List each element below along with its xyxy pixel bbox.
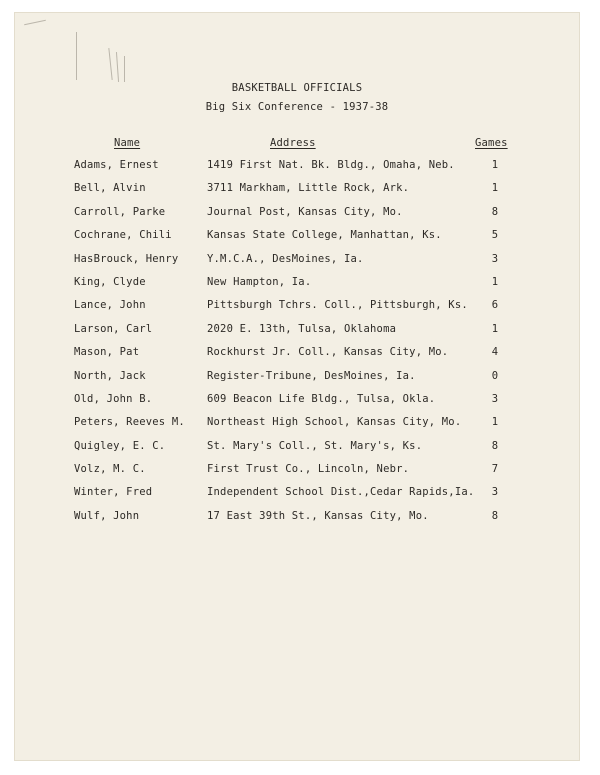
official-name: North, Jack (74, 369, 146, 382)
list-item (14, 440, 580, 463)
list-item (14, 346, 580, 369)
list-item (14, 159, 580, 182)
games-count: 1 (491, 159, 499, 171)
official-name: Volz, M. C. (74, 463, 146, 476)
official-name: HasBrouck, Henry (74, 252, 179, 265)
games-count: 3 (491, 252, 499, 265)
games-count: 6 (491, 299, 499, 312)
column-header-games: Games (475, 137, 508, 149)
list-item (14, 463, 580, 486)
column-header-name: Name (114, 137, 141, 149)
official-address: St. Mary's Coll., St. Mary's, Ks. (207, 439, 423, 452)
official-name: Mason, Pat (74, 346, 140, 359)
pencil-mark (116, 52, 119, 82)
list-item (14, 206, 580, 229)
pencil-mark (76, 32, 77, 80)
pencil-mark (124, 56, 125, 82)
official-name: Wulf, John (74, 509, 140, 522)
official-address: Journal Post, Kansas City, Mo. (207, 205, 403, 218)
list-item (14, 299, 580, 322)
list-item (14, 182, 580, 205)
official-name: Adams, Ernest (74, 159, 159, 171)
list-item (14, 253, 580, 276)
games-count: 8 (491, 509, 499, 522)
games-count: 5 (491, 229, 499, 242)
official-address: Kansas State College, Manhattan, Ks. (207, 229, 442, 242)
list-item (14, 370, 580, 393)
list-item (14, 229, 580, 252)
official-address: 1419 First Nat. Bk. Bldg., Omaha, Neb. (207, 159, 455, 171)
document-subtitle: Big Six Conference - 1937-38 (205, 101, 389, 113)
official-address: First Trust Co., Lincoln, Nebr. (207, 463, 410, 476)
officials-list (14, 159, 580, 533)
games-count: 1 (491, 322, 499, 335)
list-item (14, 510, 580, 533)
official-name: Peters, Reeves M. (74, 416, 185, 429)
games-count: 0 (491, 369, 499, 382)
games-count: 1 (491, 182, 499, 195)
official-name: Cochrane, Chili (74, 229, 172, 242)
official-address: Register-Tribune, DesMoines, Ia. (207, 369, 416, 382)
official-name: Winter, Fred (74, 486, 153, 499)
games-count: 3 (491, 392, 499, 405)
list-item (14, 486, 580, 509)
official-address: Northeast High School, Kansas City, Mo. (207, 416, 462, 429)
games-count: 8 (491, 439, 499, 452)
column-header-address: Address (270, 137, 316, 149)
official-name: Bell, Alvin (74, 182, 146, 195)
list-item (14, 416, 580, 439)
document-page (14, 12, 580, 761)
list-item (14, 276, 580, 299)
document-title: BASKETBALL OFFICIALS (231, 82, 363, 94)
official-address: Independent School Dist.,Cedar Rapids,Ia. (207, 486, 475, 499)
official-address: Y.M.C.A., DesMoines, Ia. (207, 252, 364, 265)
games-count: 8 (491, 205, 499, 218)
games-count: 4 (491, 346, 499, 359)
official-name: Old, John B. (74, 392, 153, 405)
official-name: Carroll, Parke (74, 205, 166, 218)
list-item (14, 323, 580, 346)
games-count: 3 (491, 486, 499, 499)
pencil-mark (24, 20, 46, 26)
list-item (14, 393, 580, 416)
official-name: King, Clyde (74, 275, 146, 288)
official-address: Rockhurst Jr. Coll., Kansas City, Mo. (207, 346, 449, 359)
official-address: 2020 E. 13th, Tulsa, Oklahoma (207, 322, 397, 335)
official-name: Lance, John (74, 299, 146, 312)
pencil-mark (108, 48, 112, 80)
games-count: 1 (491, 275, 499, 288)
official-address: Pittsburgh Tchrs. Coll., Pittsburgh, Ks. (207, 299, 468, 312)
official-name: Quigley, E. C. (74, 439, 166, 452)
official-address: 17 East 39th St., Kansas City, Mo. (207, 509, 429, 522)
official-address: New Hampton, Ia. (207, 275, 312, 288)
games-count: 7 (491, 463, 499, 476)
official-address: 609 Beacon Life Bldg., Tulsa, Okla. (207, 392, 436, 405)
games-count: 1 (491, 416, 499, 429)
official-name: Larson, Carl (74, 322, 153, 335)
official-address: 3711 Markham, Little Rock, Ark. (207, 182, 410, 195)
